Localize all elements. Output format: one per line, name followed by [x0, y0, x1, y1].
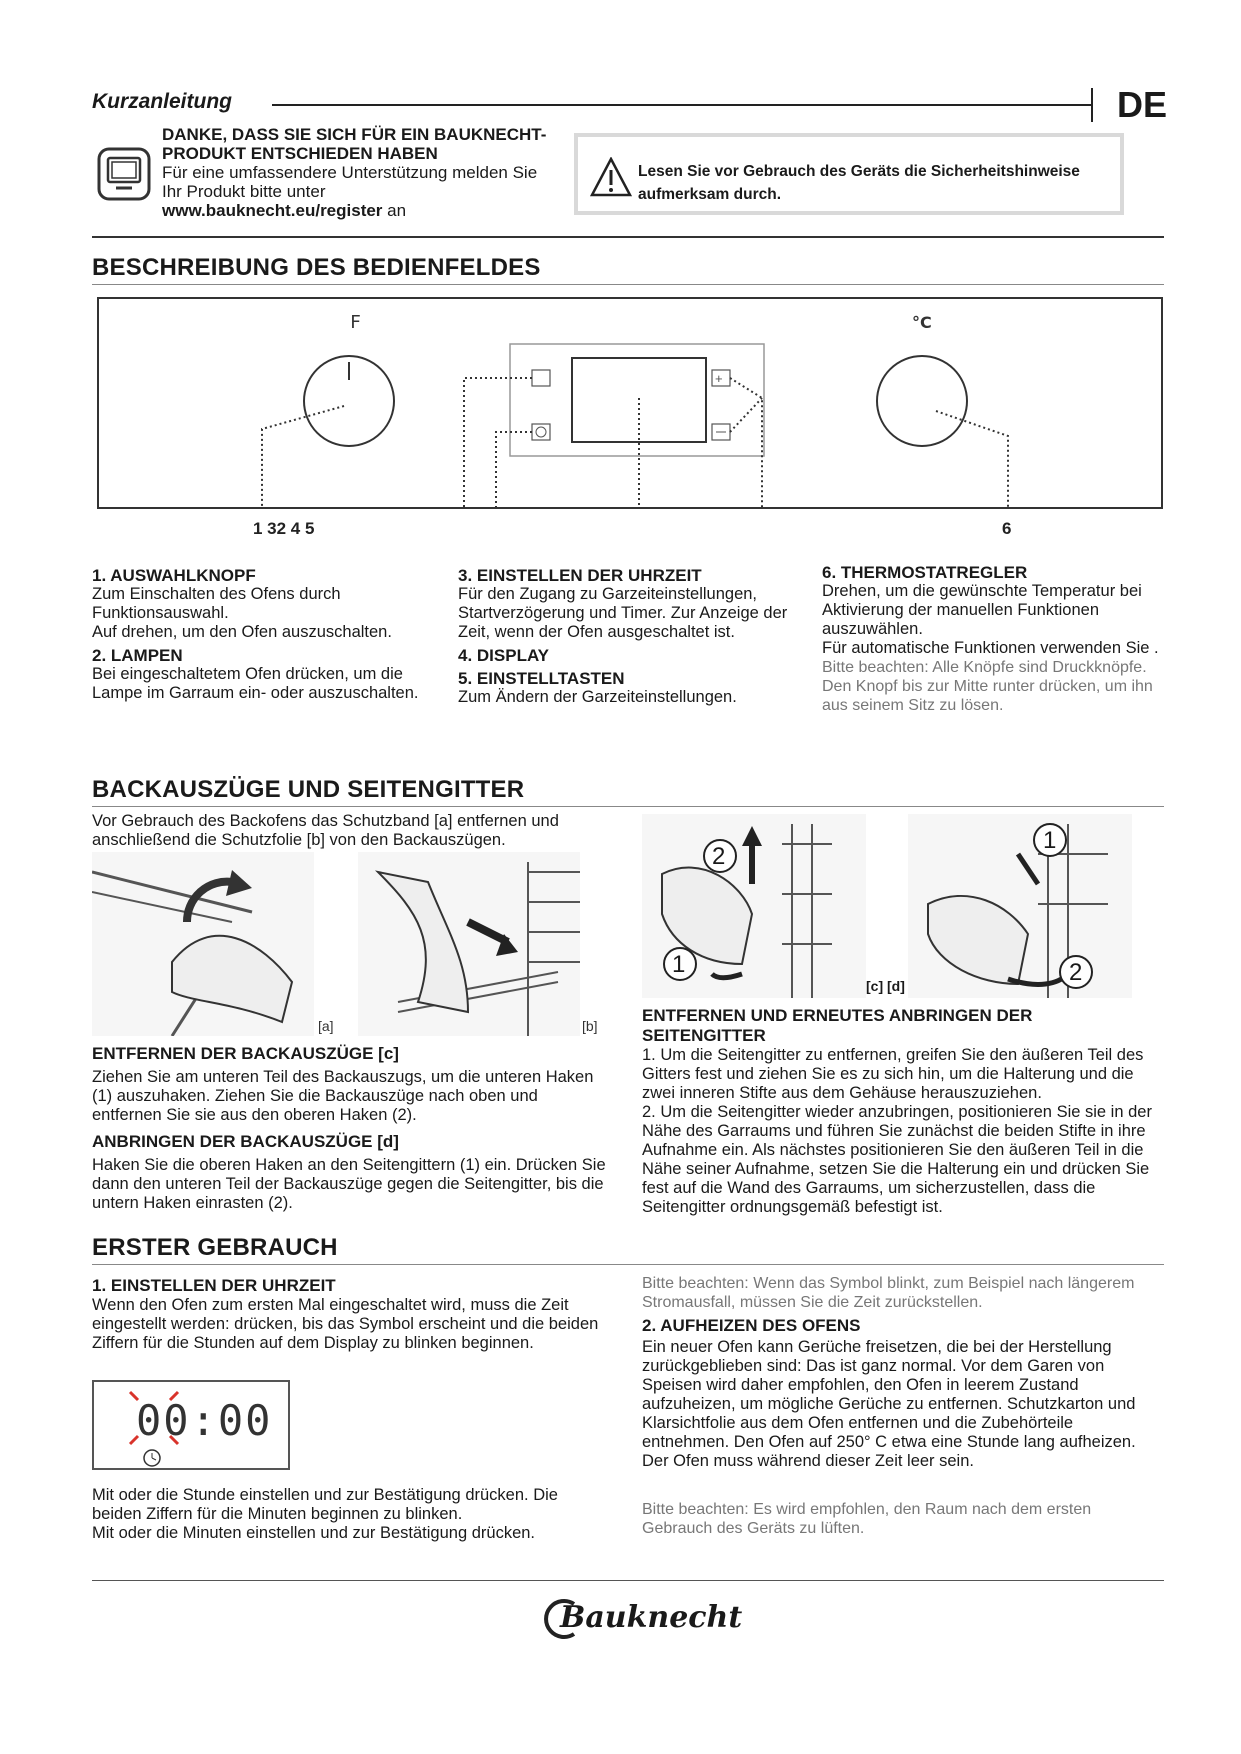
- panel-col-3: [822, 563, 1164, 715]
- panel-col-2: [458, 566, 794, 707]
- remove-rack-heading: ENTFERNEN DER BACKAUSZÜGE [c]: [92, 1044, 399, 1063]
- thanks-text-1: Für eine umfassendere Unterstützung melden Sie: [162, 163, 538, 182]
- register-link[interactable]: www.bauknecht.eu/register: [162, 201, 383, 220]
- racks-intro: Vor Gebrauch des Backofens das Schutzband [a] entfernen und anschließend die Schutzfolie [b] von den Backauszügen.: [92, 812, 559, 849]
- rack-attach-illustration: [908, 814, 1132, 998]
- safety-warning-text: [638, 160, 1118, 206]
- uhrzeit-text: Für den Zugang zu Garzeiteinstellungen, Startverzögerung und Timer. Zur Anzeige der Zeit, wenn der Ofen ausgeschaltet ist.: [458, 585, 788, 641]
- header-rule: [272, 104, 1092, 106]
- racks-heading: BACKAUSZÜGE UND SEITENGITTER: [92, 776, 525, 803]
- header-divider: [1091, 88, 1093, 122]
- thermostat-heading: 6. THERMOSTATREGLER: [822, 563, 1028, 582]
- protective-film-illustration: [358, 852, 580, 1036]
- step-2-marker-right: 2: [1069, 959, 1083, 986]
- side-grid-attach-text: 2. Um die Seitengitter wieder anzubringen, positionieren Sie sie in der Nähe des Garraums und führen Sie zunächst die beiden Stifte in ihre Aufnahme ein. Als nächstes positionieren Sie den äußeren Teil in die Nähe seiner Aufnahme, setzen Sie die Halterung ein und drücken Sie fest auf die Wand des Garraums, um sicherzustellen, dass die Seitengitter ordnungsgemäß befestigt ist.: [642, 1103, 1152, 1216]
- preheat-text: Ein neuer Ofen kann Gerüche freisetzen, die bei der Herstellung zurückgeblieben sind: Das ist ganz normal. Vor dem Garen von Speisen wird daher empfohlen, den Ofen in leerem Zustand aufzuheizen, um mögliche Gerüche zu entfernen. Schutzkarton und Klarsichtfolie aus dem Ofen entfernen und die Zubehörteile entnehmen. Den Ofen auf 250° C etwa eine Stunde lang aufheizen. Der Ofen muss während dieser Zeit leer sein.: [642, 1338, 1136, 1470]
- panel-col-1: [92, 566, 452, 703]
- side-grid-heading-2: SEITENGITTER: [642, 1026, 766, 1045]
- einstelltasten-text: Zum Ändern der Garzeiteinstellungen.: [458, 688, 737, 706]
- knob-note: Bitte beachten: Alle Knöpfe sind Druckknöpfe. Den Knopf bis zur Mitte runter drücken, um ihn aus seinem Sitz zu lösen.: [822, 659, 1153, 714]
- thanks-text-2: Ihr Produkt bitte unter: [162, 182, 326, 201]
- lampen-heading: 2. LAMPEN: [92, 646, 183, 665]
- clock-digits: 00:00: [136, 1396, 273, 1445]
- auswahlknopf-text-1: Zum Einschalten des Ofens durch Funktionsauswahl.: [92, 585, 341, 622]
- svg-text:+: +: [715, 371, 723, 386]
- brand-logo: Bauknecht: [560, 1600, 743, 1635]
- clock-blink-note: Bitte beachten: Wenn das Symbol blinkt, zum Beispiel nach längerem Stromausfall, müssen Sie die Zeit zurückstellen.: [642, 1275, 1135, 1311]
- first-use-heading: ERSTER GEBRAUCH: [92, 1234, 338, 1261]
- computer-icon: [96, 146, 152, 202]
- attach-rack-heading: ANBRINGEN DER BACKAUSZÜGE [d]: [92, 1132, 399, 1151]
- section-rule: [92, 236, 1164, 238]
- callout-number-right: 6: [1002, 519, 1012, 536]
- thanks-heading-1: DANKE, DASS SIE SICH FÜR EIN BAUKNECHT-: [162, 125, 547, 144]
- side-grid-heading-1: ENTFERNEN UND ERNEUTES ANBRINGEN DER: [642, 1006, 1033, 1025]
- clock-minutes-text: Mit oder die Minuten einstellen und zur Bestätigung drücken.: [92, 1524, 536, 1542]
- guide-title: Kurzanleitung: [92, 90, 232, 113]
- attach-rack-text: Haken Sie die oberen Haken an den Seitengittern (1) ein. Drücken Sie dann den unteren Teil der Backauszüge gegen die Seitengitter, bis die untern Haken einrasten (2).: [92, 1156, 606, 1212]
- clock-display: [92, 1380, 290, 1470]
- panel-heading-rule: [92, 284, 1164, 285]
- svg-text:°C: °C: [912, 313, 932, 332]
- warning-triangle-icon: [590, 157, 632, 197]
- label-a: [a]: [318, 1018, 334, 1034]
- register-suffix: an: [382, 201, 407, 220]
- callout-numbers-left: 1 32 4 5: [253, 519, 315, 536]
- thanks-heading-2: PRODUKT ENTSCHIEDEN HABEN: [162, 144, 438, 163]
- side-grid-remove-text: 1. Um die Seitengitter zu entfernen, greifen Sie den äußeren Teil des Gitters fest und ziehen Sie es zu sich hin, um die Halterung und die zwei inneren Stifte aus dem Gehäuse herauszuziehen.: [642, 1046, 1144, 1102]
- preheat-heading: 2. AUFHEIZEN DES OFENS: [642, 1316, 861, 1335]
- control-panel-diagram: [96, 296, 1164, 536]
- racks-heading-rule: [92, 806, 1164, 807]
- step-1-marker-right: 1: [1043, 827, 1057, 854]
- thanks-block: [162, 125, 582, 220]
- safety-warning-line-2: aufmerksam durch.: [638, 186, 781, 203]
- uhrzeit-heading: 3. EINSTELLEN DER UHRZEIT: [458, 566, 702, 585]
- side-grid-heading: [642, 1006, 1162, 1046]
- footer-rule: [92, 1580, 1164, 1581]
- set-clock-heading: 1. EINSTELLEN DER UHRZEIT: [92, 1276, 336, 1295]
- label-b: [b]: [582, 1018, 598, 1034]
- thermostat-text-1: Drehen, um die gewünschte Temperatur bei Aktivierung der manuellen Funktionen auszuwählen.: [822, 582, 1142, 638]
- language-code: DE: [1117, 84, 1168, 125]
- auswahlknopf-text-2: Auf drehen, um den Ofen auszuschalten.: [92, 623, 392, 641]
- thermostat-text-2: Für automatische Funktionen verwenden Sie .: [822, 639, 1159, 657]
- clock-hours-text: Mit oder die Stunde einstellen und zur Bestätigung drücken. Die beiden Ziffern für die Minuten beginnen zu blinken.: [92, 1486, 558, 1523]
- clock-adjust-text: [92, 1486, 612, 1543]
- safety-warning-line-1: Lesen Sie vor Gebrauch des Geräts die Sicherheitshinweise: [638, 163, 1080, 180]
- remove-rack-text: Ziehen Sie am unteren Teil des Backauszugs, um die unteren Haken (1) auszuhaken. Ziehen Sie die Backauszüge nach oben und entfernen Sie sie aus den oberen Haken (2).: [92, 1068, 594, 1124]
- svg-text:F: F: [350, 312, 361, 333]
- set-clock-text: Wenn den Ofen zum ersten Mal eingeschaltet wird, muss die Zeit eingestellt werden: drücken, bis das Symbol erscheint und die beiden Ziffern für die Stunden auf dem Display zu blinken beginnen.: [92, 1296, 599, 1352]
- label-cd: [c] [d]: [866, 978, 905, 994]
- step-1-marker-left: 1: [672, 951, 686, 978]
- side-grid-text: [642, 1046, 1166, 1217]
- einstelltasten-heading: 5. EINSTELLTASTEN: [458, 669, 625, 688]
- protective-tape-illustration: [92, 852, 314, 1036]
- ventilation-note: Bitte beachten: Es wird empfohlen, den Raum nach dem ersten Gebrauch des Geräts zu lüften.: [642, 1501, 1092, 1537]
- auswahlknopf-heading: 1. AUSWAHLKNOPF: [92, 566, 256, 585]
- lampen-text: Bei eingeschaltetem Ofen drücken, um die Lampe im Garraum ein- oder auszuschalten.: [92, 665, 419, 702]
- panel-heading: BESCHREIBUNG DES BEDIENFELDES: [92, 254, 541, 281]
- step-2-marker-left: 2: [712, 843, 726, 870]
- display-heading: 4. DISPLAY: [458, 646, 550, 665]
- first-use-heading-rule: [92, 1264, 1164, 1265]
